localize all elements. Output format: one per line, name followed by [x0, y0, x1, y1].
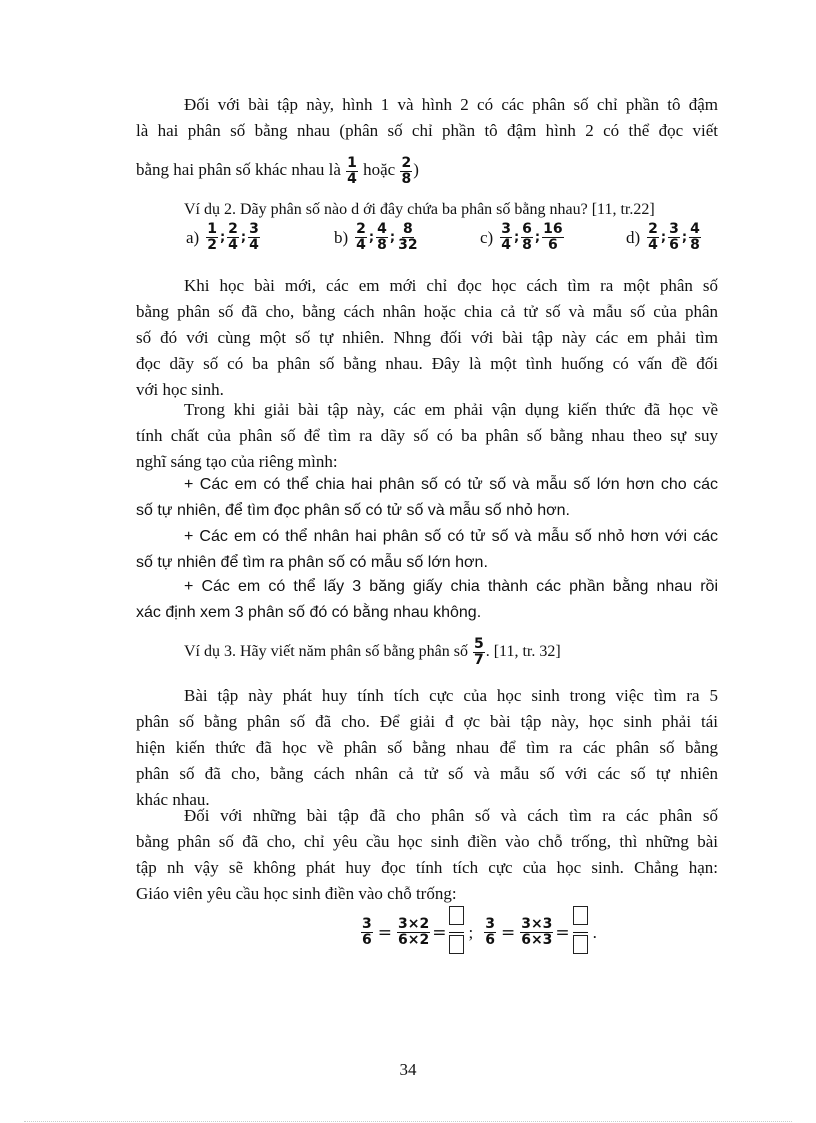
fill-in-equation: $\frac{3}{6}$ = $\frac{3\times 2}{6\times 2}$ = ; $\frac{3}{6}$ = $\frac{3\times 3}{6\times 3}$ = .: [360, 906, 597, 959]
footer-divider: [24, 1121, 792, 1122]
blank-box[interactable]: [449, 906, 464, 925]
paragraph-4: Bài tập này phát huy tính tích cực của học sinh trong việc tìm ra 5 phân số bằng phân số đã cho. Để giải đ ợc bài tập này, học sinh phải tái hiện kiến thức đã học về phân số bằng nhau để tìm ra các phân số bằng phân số đã cho, bằng cách nhân cả tử số và mẫu số với các số tự nhiên khác nhau.: [136, 686, 718, 809]
blank-fraction[interactable]: [573, 906, 588, 959]
blank-fraction[interactable]: [449, 906, 464, 959]
bullet-1: + Các em có thể chia hai phân số có tử số và mẫu số lớn hơn cho các số tự nhiên, để tìm đọc phân số có tử số và mẫu số nhỏ hơn.: [136, 476, 718, 519]
example-3: Ví dụ 3. Hãy viết năm phân số bằng phân số $\frac{5}{7}$ . [11, tr. 32]: [184, 635, 561, 668]
fraction: $\frac{1}{4}$: [347, 154, 357, 187]
option-a: a) $\frac{1}{2}$ ; $\frac{2}{4}$ ; $\frac{3}{4}$: [186, 221, 259, 253]
text-line: Đối với bài tập này, hình 1 và hình 2 có các phân số chỉ phần tô đậm: [184, 95, 718, 114]
blank-box[interactable]: [573, 906, 588, 925]
fraction: $\frac{5}{7}$: [473, 635, 484, 668]
text-line: là hai phân số bằng nhau (phân số chỉ phần tô đậm hình 2 có thể đọc viết: [136, 121, 718, 140]
blank-box[interactable]: [573, 935, 588, 954]
fraction: $\frac{3}{6}$: [485, 916, 495, 948]
paragraph-1: [136, 92, 718, 144]
paragraph-5: Đối với những bài tập đã cho phân số và cách tìm ra các phân số bằng phân số đã cho, chỉ yêu cầu học sinh điền vào chỗ trống, thì những bài tập nh vậy sẽ không phát huy đọc tính tích cực của học sinh. Chẳng hạn: Giáo viên yêu cầu học sinh điền vào chỗ trống:: [136, 806, 718, 903]
example-2-question: Ví dụ 2. Dãy phân số nào d ới đây chứa ba phân số bằng nhau? [11, tr.22]: [184, 201, 655, 218]
option-d: d) $\frac{2}{4}$ ; $\frac{3}{6}$ ; $\frac{4}{8}$: [626, 221, 700, 253]
fraction: $\frac{2}{8}$: [401, 154, 412, 187]
bullet-2: + Các em có thể nhân hai phân số có tử số và mẫu số nhỏ hơn với các số tự nhiên để tìm ra phân số có mẫu số lớn hơn.: [136, 528, 718, 571]
example-2-options: [0, 222, 816, 262]
option-b: b) $\frac{2}{4}$ ; $\frac{4}{8}$ ; $\frac{8}{32}$: [334, 221, 418, 253]
blank-box[interactable]: [449, 935, 464, 954]
fraction: $\frac{3\times 2}{6\times 2}$: [398, 916, 430, 948]
text-line: bằng hai phân số khác nhau là: [136, 160, 341, 179]
fraction: $\frac{3}{6}$: [362, 916, 372, 948]
fraction: $\frac{3\times 3}{6\times 3}$: [521, 916, 553, 948]
paragraph-1-end: bằng hai phân số khác nhau là $\frac{1}{4}$ hoặc $\frac{2}{8}$ ): [136, 154, 419, 187]
paragraph-2: Khi học bài mới, các em mới chỉ đọc học cách tìm ra một phân số bằng phân số đã cho, bằng cách nhân hoặc chia cả tử số và mẫu số của phân số đó với cùng một số tự nhiên. Nhng đối với bài tập này các em phải tìm đọc dãy số có ba phân số bằng nhau. Đây là một tình huống có vấn đề đối với học sinh.: [136, 276, 718, 399]
option-c: c) $\frac{3}{4}$ ; $\frac{6}{8}$ ; $\frac{16}{6}$: [480, 221, 563, 253]
page-number: 34: [399, 1060, 417, 1079]
paragraph-3: Trong khi giải bài tập này, các em phải vận dụng kiến thức đã học về tính chất của phân số để tìm ra dãy số có ba phân số bằng nhau theo sự suy nghĩ sáng tạo của riêng mình:: [136, 400, 718, 471]
bullet-3: + Các em có thể lấy 3 băng giấy chia thành các phần bằng nhau rồi xác định xem 3 phân số đó có bằng nhau không.: [136, 578, 718, 621]
or-word: hoặc: [363, 160, 396, 179]
